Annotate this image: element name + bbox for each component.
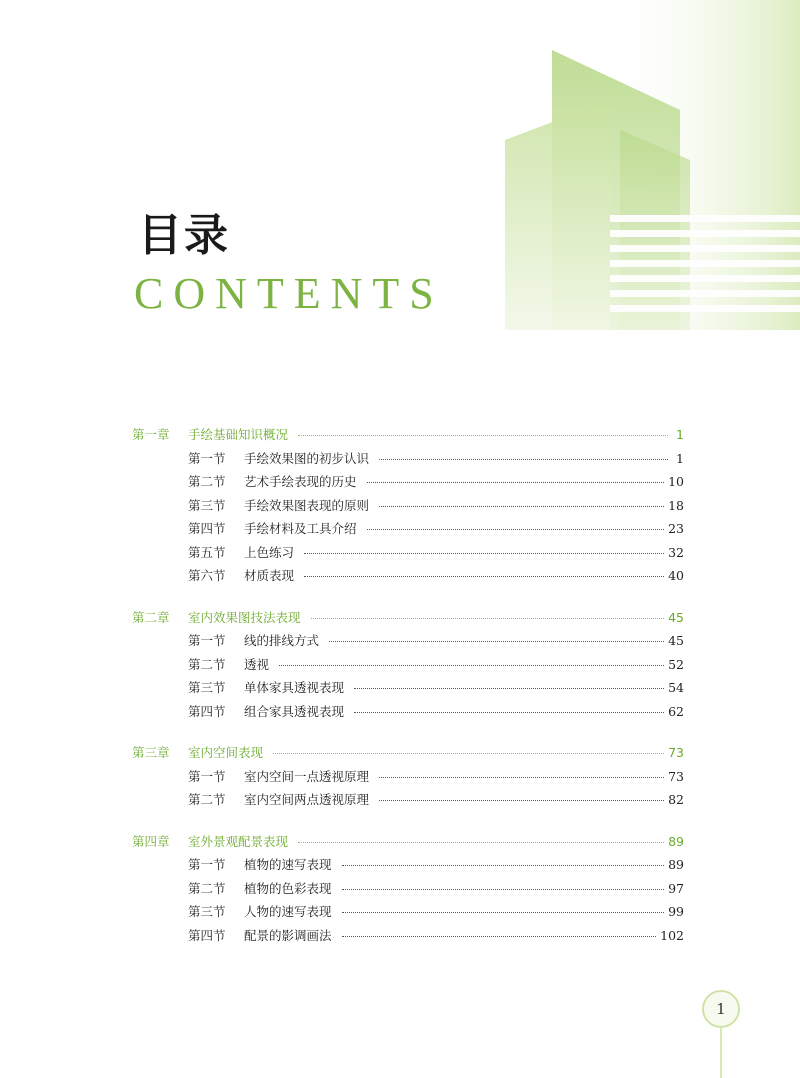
dot-leader xyxy=(379,506,664,507)
toc-section-row[interactable] xyxy=(132,902,684,926)
toc-section-row-title: 室内空间一点透视原理 xyxy=(244,768,370,784)
toc-section-row-title: 组合家具透视表现 xyxy=(244,703,345,719)
dot-leader xyxy=(379,459,668,460)
toc-section-row-title: 线的排线方式 xyxy=(244,633,320,648)
toc-chapter-row-page: 73 xyxy=(668,745,684,760)
toc-section-row-page: 82 xyxy=(668,792,684,807)
toc-section-row-number: 第一节 xyxy=(188,633,226,648)
dot-leader xyxy=(342,865,665,866)
toc-chapter-row-number: 第一章 xyxy=(132,427,170,442)
toc-section-row[interactable] xyxy=(132,855,684,879)
dot-leader xyxy=(298,842,664,843)
table-of-contents xyxy=(132,425,684,967)
toc-section-row-page: 1 xyxy=(676,450,684,466)
toc-chapter-row-page: 1 xyxy=(676,427,684,442)
toc-section-row-number: 第三节 xyxy=(188,497,226,513)
dot-leader xyxy=(342,936,657,937)
chapter-block xyxy=(132,832,684,950)
toc-section-row-number: 第二节 xyxy=(188,792,226,807)
page-number: 1 xyxy=(716,1000,726,1018)
toc-section-row[interactable] xyxy=(132,702,684,726)
toc-section-row-page: 10 xyxy=(668,474,684,489)
toc-section-row[interactable] xyxy=(132,449,684,473)
toc-section-row-title: 艺术手绘表现的历史 xyxy=(244,474,357,489)
toc-section-row-title: 手绘效果图的初步认识 xyxy=(244,450,370,466)
toc-section-row[interactable] xyxy=(132,519,684,543)
toc-section-row-page: 73 xyxy=(668,768,684,784)
toc-chapter-row[interactable] xyxy=(132,608,684,632)
toc-section-row[interactable] xyxy=(132,926,684,950)
toc-section-row[interactable] xyxy=(132,767,684,791)
toc-chapter-row-number: 第二章 xyxy=(132,609,170,625)
toc-section-row[interactable] xyxy=(132,631,684,655)
dot-leader xyxy=(342,889,665,890)
toc-section-row-number: 第一节 xyxy=(188,857,226,872)
toc-section-row-number: 第二节 xyxy=(188,656,226,672)
toc-section-row-page: 97 xyxy=(668,880,684,896)
toc-chapter-row-page: 89 xyxy=(668,833,684,849)
toc-section-row-page: 54 xyxy=(668,680,684,695)
toc-section-row-page: 45 xyxy=(668,633,684,648)
dot-leader xyxy=(329,641,664,642)
toc-section-row-page: 23 xyxy=(668,521,684,536)
toc-chapter-row-number: 第三章 xyxy=(132,745,170,760)
toc-section-row-number: 第三节 xyxy=(188,904,226,919)
toc-chapter-row-title: 室外景观配景表现 xyxy=(188,833,289,849)
dot-leader xyxy=(342,912,665,913)
toc-section-row-title: 手绘效果图表现的原则 xyxy=(244,497,370,513)
chapter-block xyxy=(132,743,684,814)
toc-section-row-number: 第四节 xyxy=(188,703,226,719)
toc-chapter-row[interactable] xyxy=(132,425,684,449)
toc-section-row-page: 52 xyxy=(668,656,684,672)
toc-section-row-number: 第三节 xyxy=(188,680,226,695)
toc-chapter-row[interactable] xyxy=(132,832,684,856)
toc-section-row-number: 第一节 xyxy=(188,768,226,784)
toc-section-row-page: 102 xyxy=(660,927,684,943)
dot-leader xyxy=(279,665,664,666)
page-number-line xyxy=(720,1028,722,1078)
dot-leader xyxy=(311,618,665,619)
toc-section-row[interactable] xyxy=(132,678,684,702)
dot-leader xyxy=(304,553,664,554)
dot-leader xyxy=(379,800,664,801)
toc-section-row-number: 第二节 xyxy=(188,880,226,896)
toc-chapter-row-title: 室内效果图技法表现 xyxy=(188,609,301,625)
toc-section-row-title: 材质表现 xyxy=(244,568,295,583)
toc-chapter-row-number: 第四章 xyxy=(132,833,170,849)
toc-section-row-title: 配景的影调画法 xyxy=(244,927,332,943)
toc-chapter-row[interactable] xyxy=(132,743,684,767)
dot-leader xyxy=(367,482,665,483)
toc-section-row-title: 上色练习 xyxy=(244,544,295,560)
dot-leader xyxy=(273,753,664,754)
toc-section-row-page: 99 xyxy=(668,904,684,919)
dot-leader xyxy=(304,576,664,577)
toc-section-row-page: 40 xyxy=(668,568,684,583)
toc-section-row[interactable] xyxy=(132,543,684,567)
dot-leader xyxy=(354,712,664,713)
dot-leader xyxy=(354,688,664,689)
chapter-block xyxy=(132,425,684,590)
dot-leader xyxy=(367,529,665,530)
toc-section-row-title: 植物的速写表现 xyxy=(244,857,332,872)
toc-section-row-title: 单体家具透视表现 xyxy=(244,680,345,695)
toc-section-row-title: 手绘材料及工具介绍 xyxy=(244,521,357,536)
page-number-badge xyxy=(702,990,740,1028)
toc-section-row-number: 第一节 xyxy=(188,450,226,466)
toc-section-row-number: 第六节 xyxy=(188,568,226,583)
page-title-chinese: 目录 xyxy=(138,210,230,261)
toc-section-row-title: 透视 xyxy=(244,656,270,672)
dot-leader xyxy=(379,777,664,778)
toc-section-row-number: 第二节 xyxy=(188,474,226,489)
toc-section-row-page: 62 xyxy=(668,703,684,719)
toc-section-row-page: 89 xyxy=(668,857,684,872)
toc-section-row-page: 18 xyxy=(668,497,684,513)
toc-section-row[interactable] xyxy=(132,879,684,903)
toc-section-row[interactable] xyxy=(132,472,684,496)
chapter-block xyxy=(132,608,684,726)
toc-section-row-number: 第四节 xyxy=(188,927,226,943)
toc-section-row-number: 第四节 xyxy=(188,521,226,536)
toc-section-row-title: 植物的色彩表现 xyxy=(244,880,332,896)
toc-section-row[interactable] xyxy=(132,496,684,520)
toc-section-row-title: 人物的速写表现 xyxy=(244,904,332,919)
toc-section-row[interactable] xyxy=(132,655,684,679)
toc-section-row-page: 32 xyxy=(668,544,684,560)
dot-leader xyxy=(298,435,668,436)
toc-section-row[interactable] xyxy=(132,566,684,590)
page-title-english: CONTENTS xyxy=(134,269,444,318)
toc-chapter-row-title: 室内空间表现 xyxy=(188,745,264,760)
toc-chapter-row-page: 45 xyxy=(668,609,684,625)
toc-section-row-number: 第五节 xyxy=(188,544,226,560)
toc-section-row-title: 室内空间两点透视原理 xyxy=(244,792,370,807)
toc-chapter-row-title: 手绘基础知识概况 xyxy=(188,427,289,442)
toc-section-row[interactable] xyxy=(132,790,684,814)
